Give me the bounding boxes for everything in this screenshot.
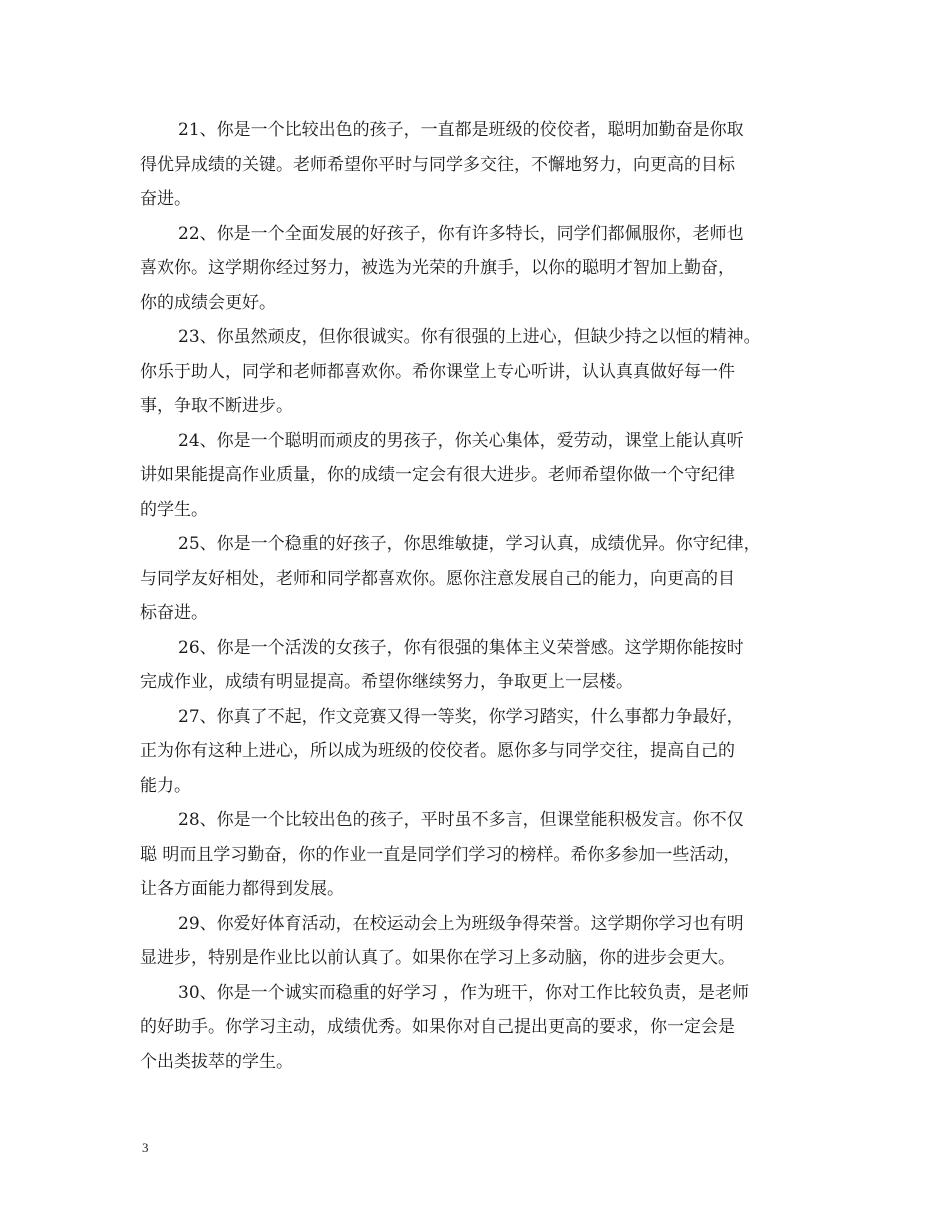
paragraph-line: 的好助手。你学习主动，成绩优秀。如果你对自己提出更高的要求，你一定会是 xyxy=(140,1017,735,1037)
comment-paragraph xyxy=(140,424,812,528)
paragraph-line: 26、你是一个活泼的女孩子，你有很强的集体主义荣誉感。这学期你能按时 xyxy=(178,637,744,658)
paragraph-line: 聪 明而且学习勤奋，你的作业一直是同学们学习的榜样。希你多参加一些活动， xyxy=(140,844,741,865)
paragraph-line: 个出类拔萃的学生。 xyxy=(140,1051,293,1072)
paragraph-line: 22、你是一个全面发展的好孩子，你有许多特长，同学们都佩服你，老师也 xyxy=(178,223,744,244)
document-body xyxy=(140,113,812,1079)
paragraph-line: 30、你是一个诚实而稳重的好学习 ，作为班干，你对工作比较负责，是老师 xyxy=(178,982,750,1003)
paragraph-line: 21、你是一个比较出色的孩子，一直都是班级的佼佼者，聪明加勤奋是你取 xyxy=(178,120,744,140)
comment-paragraph xyxy=(140,907,812,976)
paragraph-line: 标奋进。 xyxy=(140,603,208,623)
comment-paragraph xyxy=(140,113,812,217)
paragraph-line: 得优异成绩的关键。老师希望你平时与同学多交往，不懈地努力，向更高的目标 xyxy=(140,154,735,175)
paragraph-line: 你乐于助人，同学和老师都喜欢你。希你课堂上专心听讲，认认真真做好每一件 xyxy=(140,361,735,382)
comment-paragraph xyxy=(140,527,812,631)
paragraph-line: 24、你是一个聪明而顽皮的男孩子，你关心集体，爱劳动，课堂上能认真听 xyxy=(178,430,744,451)
paragraph-line: 正为你有这种上进心，所以成为班级的佼佼者。愿你多与同学交往，提高自己的 xyxy=(140,741,735,761)
paragraph-line: 与同学友好相处，老师和同学都喜欢你。愿你注意发展自己的能力，向更高的目 xyxy=(140,568,735,589)
paragraph-line: 事，争取不断进步。 xyxy=(140,396,293,416)
paragraph-line: 让各方面能力都得到发展。 xyxy=(140,879,344,899)
paragraph-line: 你的成绩会更好。 xyxy=(140,292,276,313)
comment-paragraph xyxy=(140,976,812,1080)
comment-paragraph xyxy=(140,217,812,321)
comment-paragraph xyxy=(140,803,812,907)
paragraph-line: 的学生。 xyxy=(140,499,208,520)
paragraph-line: 27、你真了不起，作文竞赛又得一等奖，你学习踏实，什么事都力争最好， xyxy=(178,706,744,727)
paragraph-line: 29、你爱好体育活动，在校运动会上为班级争得荣誉。这学期你学习也有明 xyxy=(178,913,744,934)
paragraph-line: 喜欢你。这学期你经过努力，被选为光荣的升旗手，以你的聪明才智加上勤奋， xyxy=(140,258,735,278)
page-number: 3 xyxy=(142,1140,149,1155)
paragraph-line: 奋进。 xyxy=(140,189,191,209)
comment-paragraph xyxy=(140,631,812,700)
comment-paragraph xyxy=(140,320,812,424)
paragraph-line: 显进步，特别是作业比以前认真了。如果你在学习上多动脑，你的进步会更大。 xyxy=(140,948,735,968)
paragraph-line: 25、你是一个稳重的好孩子，你思维敏捷，学习认真，成绩优异。你守纪律， xyxy=(178,534,761,554)
paragraph-line: 28、你是一个比较出色的孩子，平时虽不多言，但课堂能积极发言。你不仅 xyxy=(178,810,744,830)
paragraph-line: 23、你虽然顽皮，但你很诚实。你有很强的上进心，但缺少持之以恒的精神。 xyxy=(178,327,761,347)
comment-paragraph xyxy=(140,700,812,804)
paragraph-line: 能力。 xyxy=(140,775,191,796)
paragraph-line: 讲如果能提高作业质量，你的成绩一定会有很大进步。老师希望你做一个守纪律 xyxy=(140,465,735,485)
paragraph-line: 完成作业，成绩有明显提高。希望你继续努力，争取更上一层楼。 xyxy=(140,672,633,692)
